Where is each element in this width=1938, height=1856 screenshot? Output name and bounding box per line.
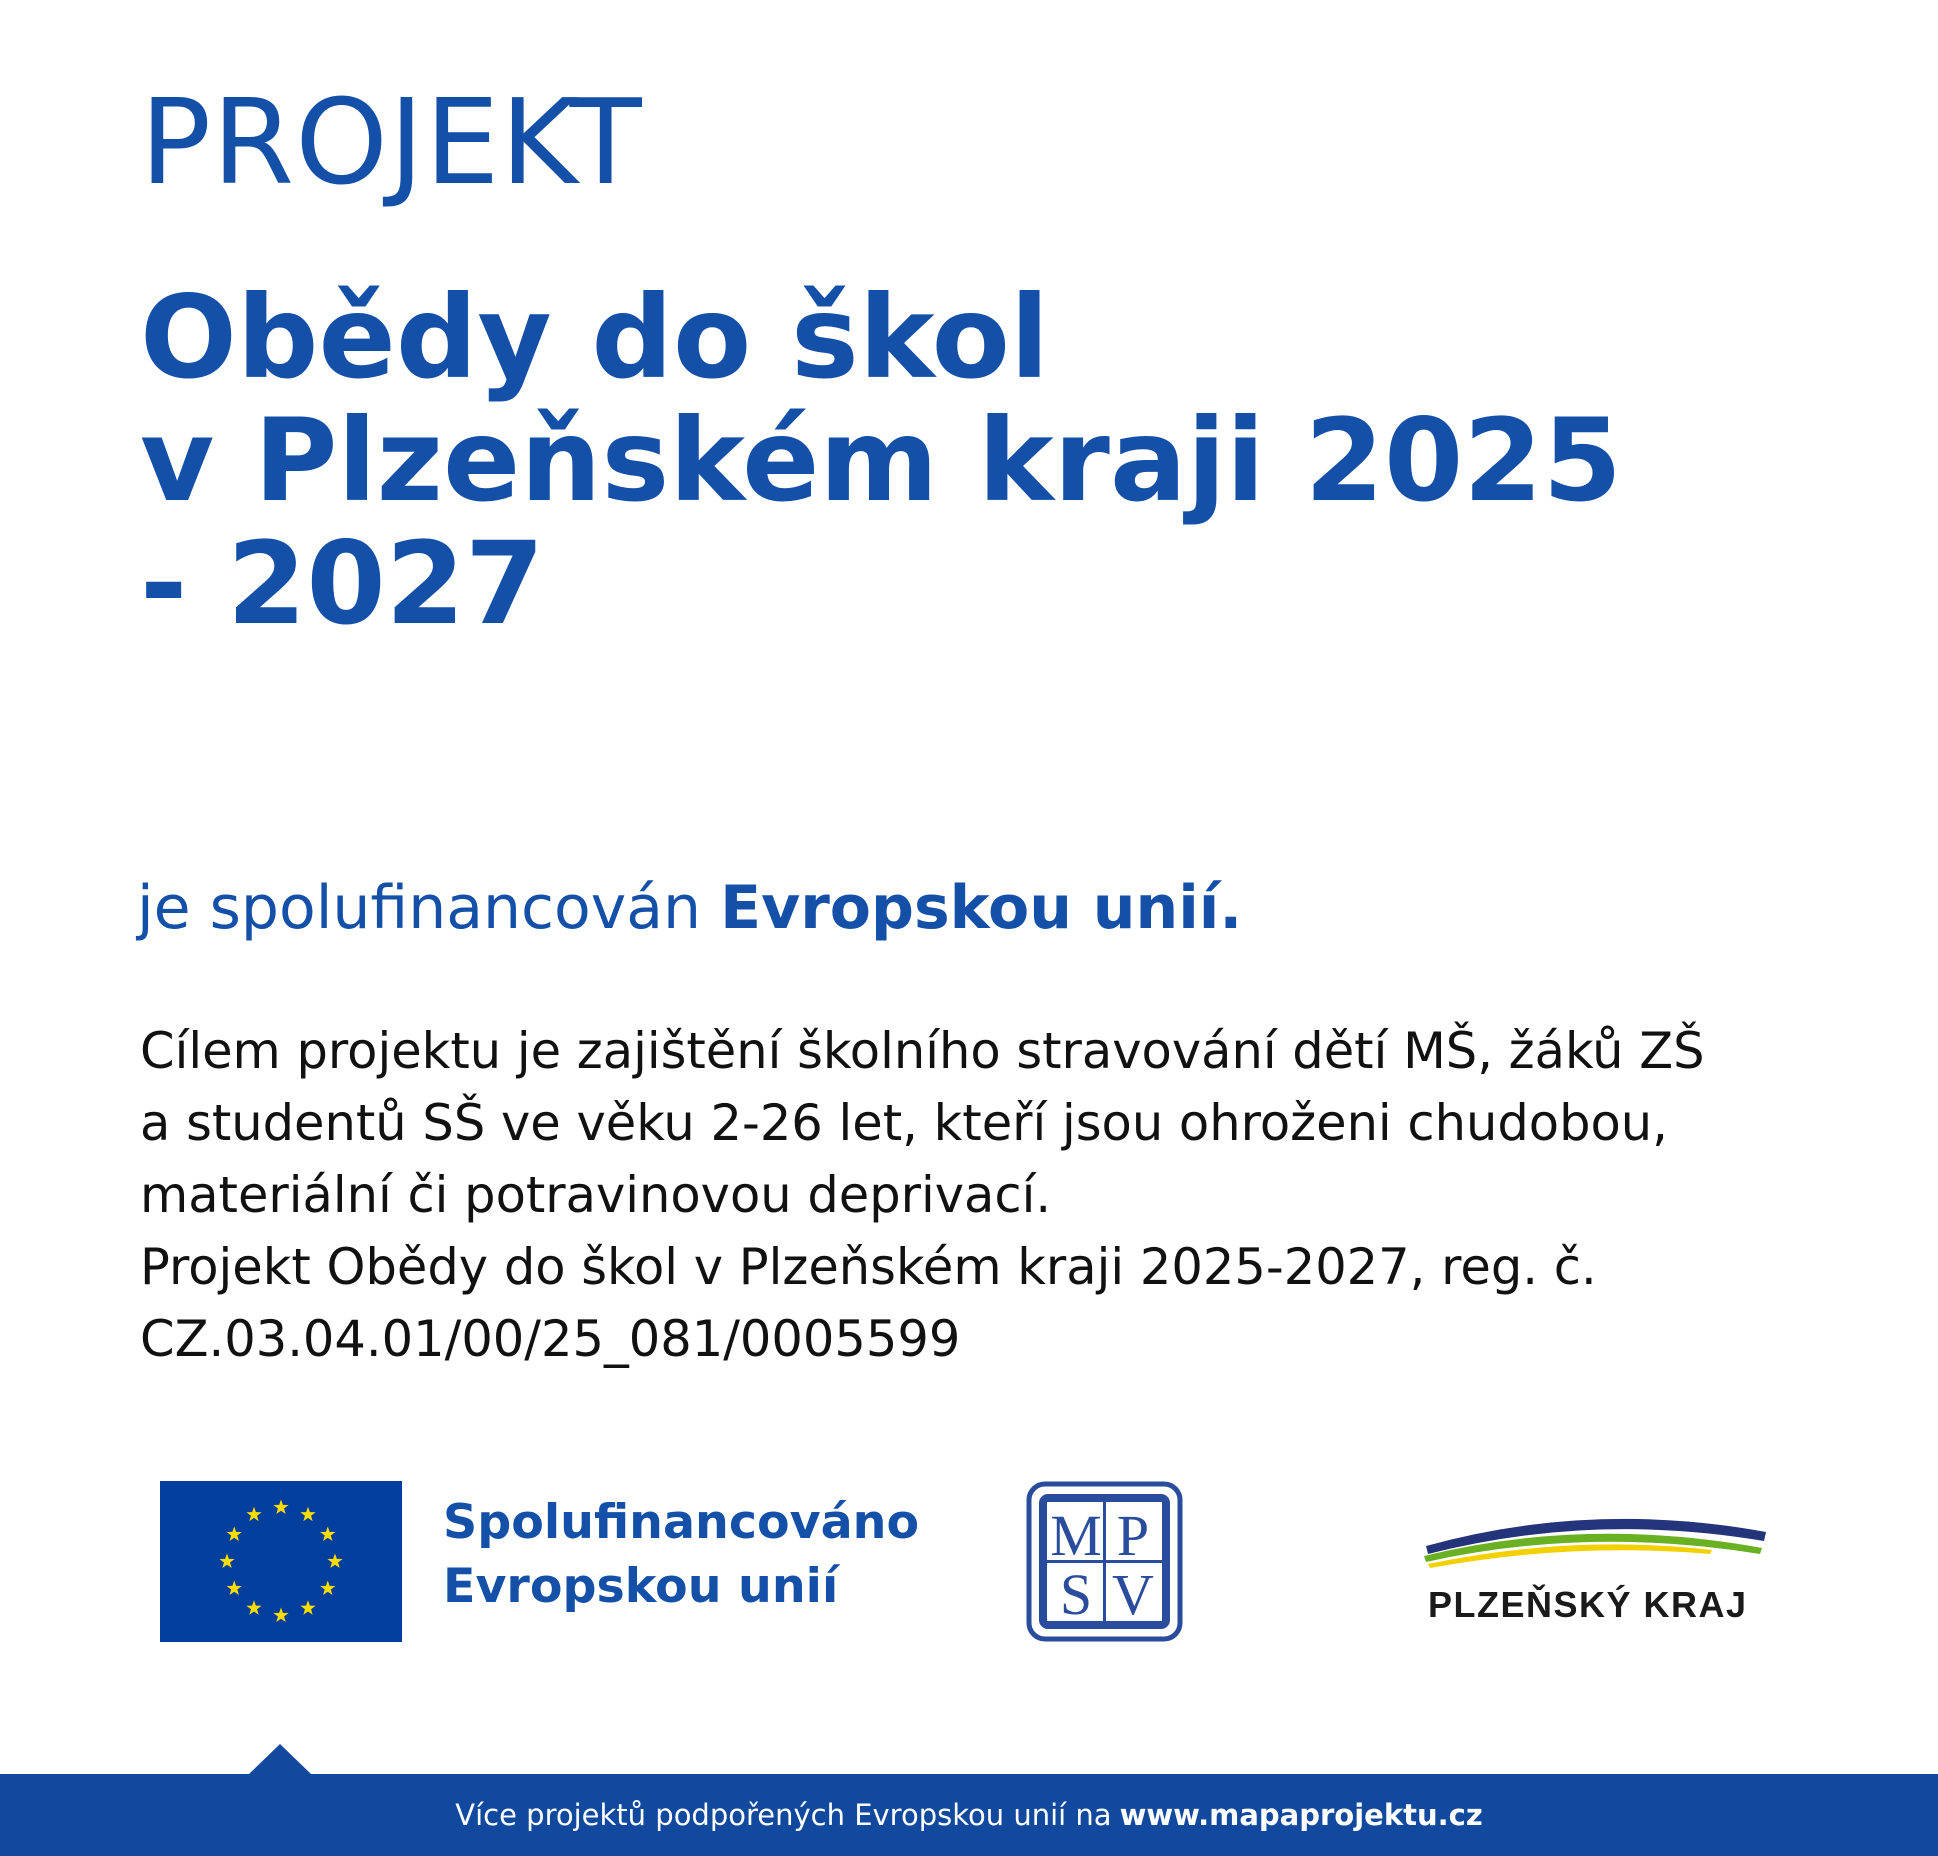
eu-star-icon	[300, 1600, 315, 1614]
description-line: Projekt Obědy do škol v Plzeňském kraji 2025-2027, reg. č.	[140, 1238, 1597, 1296]
eu-star-icon	[273, 1500, 288, 1514]
mpsv-logo	[1026, 1481, 1183, 1642]
eu-star-icon	[320, 1581, 335, 1595]
footer-bar	[0, 1774, 1938, 1856]
eu-star-icon	[227, 1581, 242, 1595]
plzensky-kraj-logo	[1422, 1504, 1768, 1625]
eu-label-line: Spolufinancováno	[443, 1495, 920, 1550]
eu-label-line: Evropskou unií	[443, 1559, 839, 1614]
mpsv-letter: V	[1112, 1562, 1154, 1627]
eu-star-icon	[246, 1600, 261, 1614]
eu-star-icon	[320, 1527, 335, 1541]
description-line: Cílem projektu je zajištění školního stravování dětí MŠ, žáků ZŠ	[140, 1022, 1705, 1080]
eu-star-icon	[300, 1507, 315, 1521]
description-line: a studentů SŠ ve věku 2-26 let, kteří jsou ohroženi chudobou,	[140, 1094, 1668, 1152]
plzensky-kraj-swoosh-icon	[1422, 1504, 1768, 1574]
cofinancing-emphasis: Evropskou unií.	[720, 873, 1243, 943]
description-line: materiální či potravinovou deprivací.	[140, 1166, 1052, 1224]
mpsv-letter: P	[1116, 1503, 1150, 1568]
description-line: CZ.03.04.01/00/25_081/0005599	[140, 1310, 961, 1368]
eu-star-icon	[227, 1527, 242, 1541]
eu-star-icon	[273, 1608, 288, 1622]
eu-flag-logo	[160, 1481, 402, 1642]
footer-link[interactable]: www.mapaprojektu.cz	[1119, 1798, 1483, 1832]
eu-star-icon	[327, 1554, 342, 1568]
mpsv-letter: S	[1059, 1562, 1093, 1627]
eu-cofinanced-label	[443, 1491, 919, 1619]
cofinancing-statement	[137, 872, 1242, 944]
eu-star-icon	[219, 1554, 234, 1568]
footer-notch	[249, 1744, 311, 1774]
project-title-line: Obědy do škol	[140, 271, 1050, 404]
project-kicker: PROJEKT	[140, 73, 643, 211]
project-title-line: v Plzeňském kraji 2025	[140, 394, 1622, 527]
project-title	[140, 271, 1622, 650]
cofinancing-prefix: je spolufinancován	[137, 873, 721, 943]
project-title-line: - 2027	[140, 517, 545, 650]
footer-text: Více projektů podpořených Evropskou unií na	[455, 1798, 1112, 1832]
eu-stars-icon	[160, 1481, 402, 1642]
project-description	[140, 1015, 1705, 1375]
eu-star-icon	[246, 1507, 261, 1521]
mpsv-letter: M	[1050, 1503, 1102, 1568]
plzensky-kraj-wordmark: PLZEŇSKÝ KRAJ	[1428, 1584, 1748, 1625]
